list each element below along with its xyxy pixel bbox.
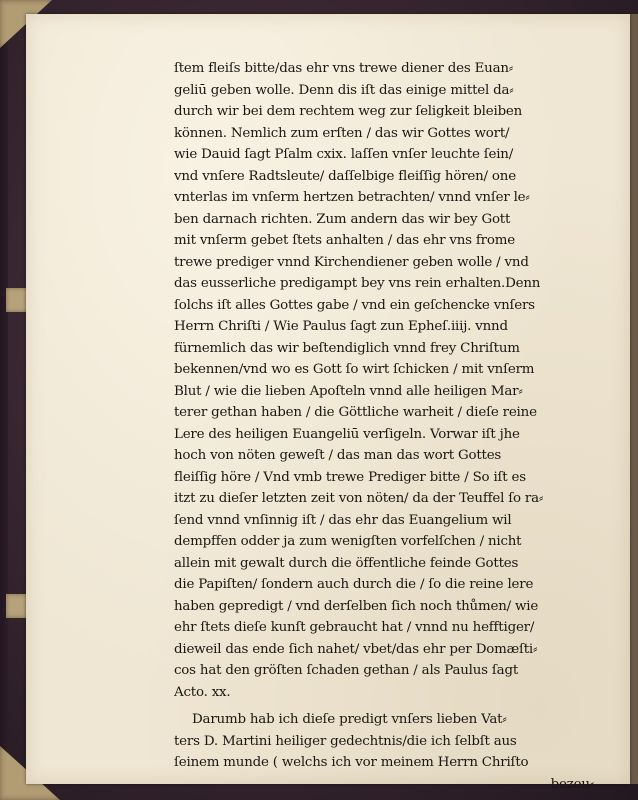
text-line: Acto. xx. xyxy=(174,684,231,700)
text-line: hoch von nöten geweſt / das man das wort Gottes xyxy=(174,448,502,463)
book-page xyxy=(26,14,630,792)
text-line: fleiſſig höre / Vnd vmb trewe Prediger bitte / So iſt es xyxy=(174,469,526,485)
text-line: ſtem fleiſs bitte/das ehr vns trewe diener des Euan⸗ xyxy=(174,61,514,76)
text-line: Lere des heiligen Euangeliū verſigeln. Vorwar iſt jhe xyxy=(174,426,520,442)
text-line: wie Dauid ſagt Pſalm cxix. laſſen vnſer leuchte ſein/ xyxy=(174,147,514,162)
text-line: allein mit gewalt durch die öffentliche feinde Gottes xyxy=(174,555,519,571)
catchword: bezeu⸗ xyxy=(550,776,594,792)
text-line: itzt zu dieſer letzten zeit von nöten/ da der Teuffel ſo ra⸗ xyxy=(174,491,544,506)
text-line: terer gethan haben / die Göttliche warheit / dieſe reine xyxy=(174,405,537,420)
text-line: dempffen odder ja zum wenigſten vorfelſchen / nicht xyxy=(174,534,522,549)
spine-tab-top xyxy=(6,288,28,312)
text-line: durch wir bei dem rechtem weg zur ſeligkeit bleiben xyxy=(174,104,523,119)
text-line: dieweil das ende ſich nahet/ vbet/das ehr per Domæſti⸗ xyxy=(174,641,538,657)
page-text xyxy=(174,58,594,795)
text-line: Darumb hab ich dieſe predigt vnſers lieben Vat⸗ xyxy=(192,712,507,727)
text-line: Blut / wie die lieben Apoſteln vnnd alle heiligen Mar⸗ xyxy=(174,383,523,399)
text-line: können. Nemlich zum erſten / das wir Gottes wort/ xyxy=(174,125,510,141)
text-line: Herrn Chriſti / Wie Paulus ſagt zun Epheſ.iiij. vnnd xyxy=(174,319,508,334)
text-line: ehr ſtets dieſe kunſt gebraucht hat / vnnd nu hefftiger/ xyxy=(174,620,535,635)
spine-tab-bottom xyxy=(6,594,28,618)
text-line: cos hat den gröſten ſchaden gethan / als Paulus ſagt xyxy=(174,663,519,678)
text-line: das eusserliche predigampt bey vns rein erhalten.Denn xyxy=(174,276,541,291)
text-line: vnterlas im vnſerm hertzen betrachten/ vnnd vnſer le⸗ xyxy=(174,190,530,205)
text-line: ſend vnnd vnſinnig iſt / das ehr das Euangelium wil xyxy=(174,512,512,528)
text-line: haben gepredigt / vnd derſelben ſich noch thůmen/ wie xyxy=(174,598,539,614)
text-line: vnd vnſere Radtsleute/ daſſelbige fleiſſig hören/ one xyxy=(174,168,516,184)
text-line: ben darnach richten. Zum andern das wir bey Gott xyxy=(174,211,511,227)
text-line: ſolchs iſt alles Gottes gabe / vnd ein geſchencke vnſers xyxy=(174,297,535,313)
text-line: trewe prediger vnnd Kirchendiener geben wolle / vnd xyxy=(174,254,529,270)
text-line: mit vnſerm gebet ſtets anhalten / das ehr vns frome xyxy=(174,233,515,248)
text-line: geliū geben wolle. Denn dis iſt das einige mittel da⸗ xyxy=(174,82,514,98)
text-line: fürnemlich das wir beſtendiglich vnnd frey Chriſtum xyxy=(174,340,520,356)
text-line: die Papiſten/ ſondern auch durch die / ſo die reine lere xyxy=(174,577,534,592)
text-line: bekennen/vnd wo es Gott ſo wirt ſchicken / mit vnſerm xyxy=(174,362,535,377)
text-line: ſeinem munde ( welchs ich vor meinem Herrn Chriſto xyxy=(174,755,529,770)
text-line: ters D. Martini heiliger gedechtnis/die ich ſelbſt aus xyxy=(174,733,517,749)
